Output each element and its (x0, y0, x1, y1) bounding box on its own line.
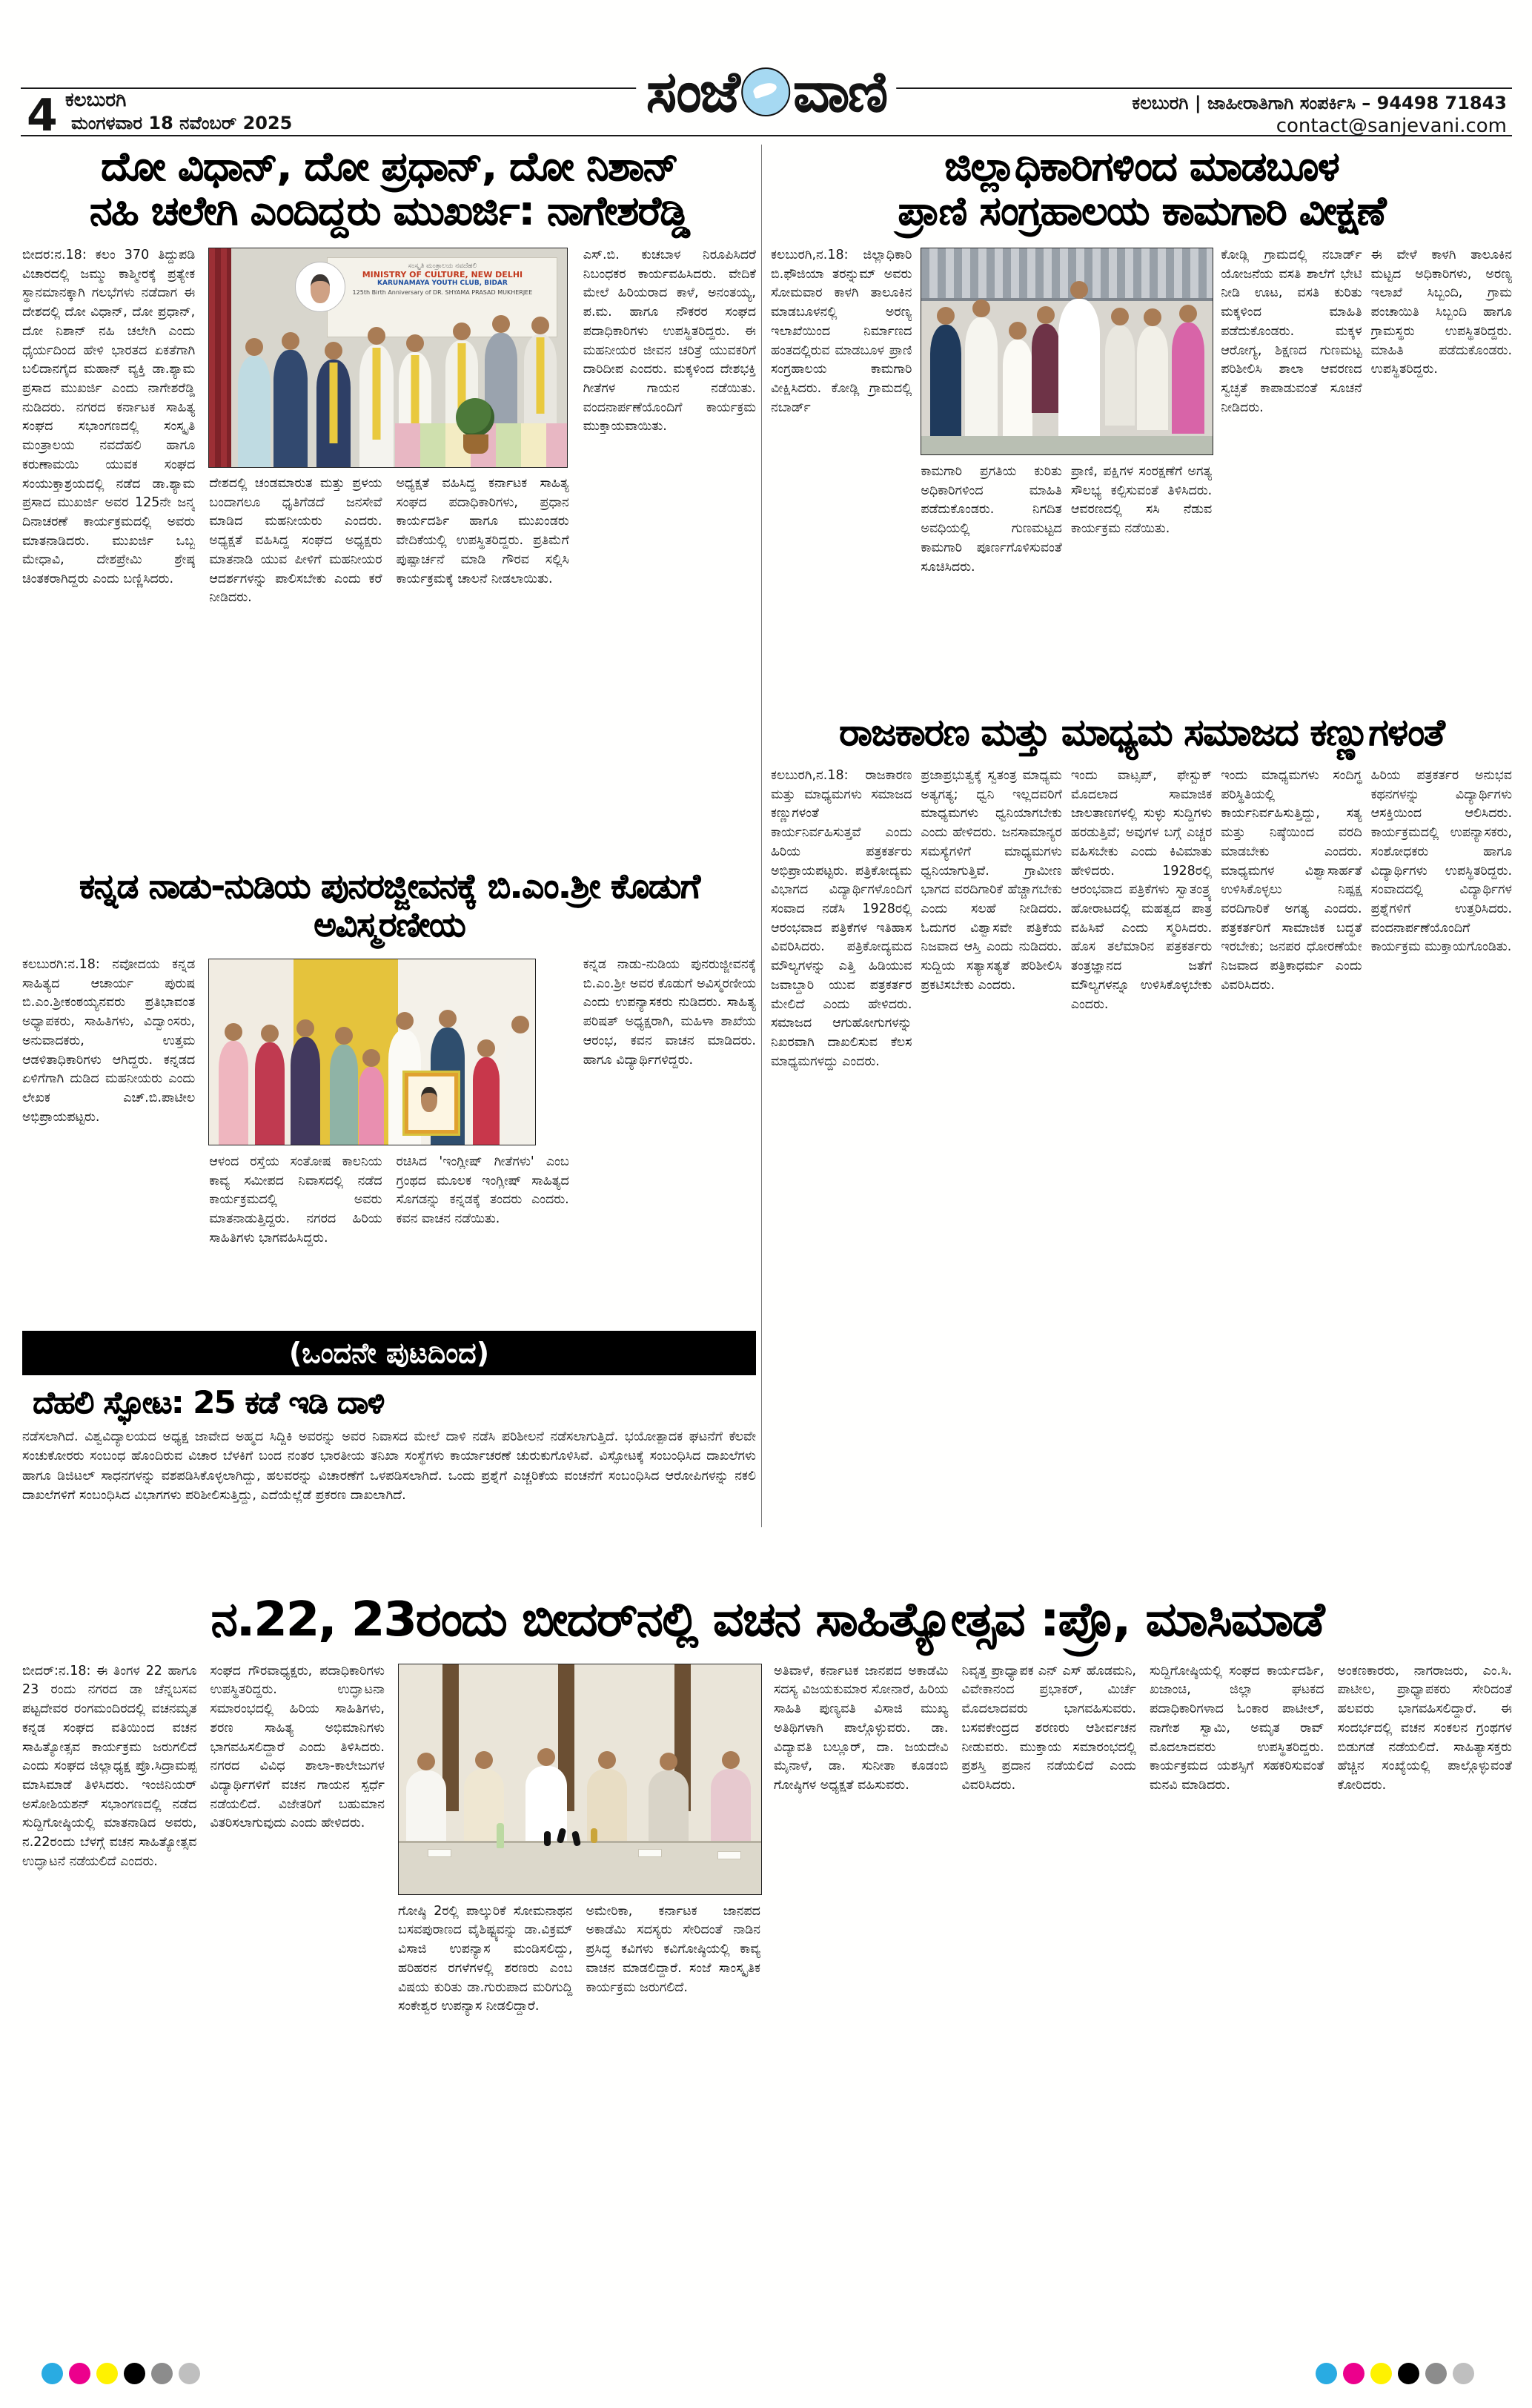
warehouse-roof (921, 248, 1213, 301)
cyan-dot (42, 2363, 63, 2384)
article-column: ಪ್ರಜಾಪ್ರಭುತ್ವಕ್ಕೆ ಸ್ವತಂತ್ರ ಮಾಧ್ಯಮ ಅತ್ಯಗತ್ಯ; ಧ್ವನಿ ಇಲ್ಲದವರಿಗೆ ಮಾಧ್ಯಮಗಳು ಧ್ವನಿಯಾಗಬೇಕು ಎಂದು ಹೇಳಿದರು. ಜನಸಾಮಾನ್ಯರ ಸಮಸ್ಯೆಗಳಿಗೆ ಮಾಧ್ಯಮಗಳು ಧ್ವನಿಯಾಗುತ್ತಿವೆ. ಗ್ರಾಮೀಣ ಭಾಗದ ವರದಿಗಾರಿಕೆ ಹೆಚ್ಚಾಗಬೇಕು ಎಂದು ಸಲಹೆ ನೀಡಿದರು. ಓದುಗರ ವಿಶ್ವಾಸವೇ ಪತ್ರಿಕೆಯ ನಿಜವಾದ ಆಸ್ತಿ ಎಂದು ನುಡಿದರು. ಸುದ್ದಿಯ ಸತ್ಯಾಸತ್ಯತೆ ಪರಿಶೀಲಿಸಿ ಪ್ರಕಟಿಸಬೇಕು ಎಂದರು. (921, 768, 1062, 993)
headline-line1: ಜಿಲ್ಲಾಧಿಕಾರಿಗಳಿಂದ ಮಾಡಬೂಳ (944, 143, 1339, 190)
seated-person (649, 1770, 689, 1843)
article-column: ಹಿರಿಯ ಪತ್ರಕರ್ತರ ಅನುಭವ ಕಥನಗಳನ್ನು ವಿದ್ಯಾರ್ಥಿಗಳು ಆಸಕ್ತಿಯಿಂದ ಆಲಿಸಿದರು. ಕಾರ್ಯಕ್ರಮದಲ್ಲಿ ಉಪನ್ಯಾಸಕರು, ಸಂಶೋಧಕರು ಹಾಗೂ ವಿದ್ಯಾರ್ಥಿಗಳು ಉಪಸ್ಥಿತರಿದ್ದರು. ಸಂವಾದದಲ್ಲಿ ವಿದ್ಯಾರ್ಥಿಗಳ ಪ್ರಶ್ನೆಗಳಿಗೆ ಉತ್ತರಿಸಿದರು. ವಂದನಾರ್ಪಣೆಯೊಂದಿಗೆ ಕಾರ್ಯಕ್ರಮ ಮುಕ್ತಾಯಗೊಂಡಿತು. (1370, 768, 1512, 955)
article-vachana (22, 1594, 1512, 2315)
article-column: ಅತಿವಾಳೆ, ಕರ್ನಾಟಕ ಜಾನಪದ ಅಕಾಡೆಮಿ ಸದಸ್ಯ ವಿಜಯಕುಮಾರ ಸೋನಾರೆ, ಹಿರಿಯ ಸಾಹಿತಿ ಪುಣ್ಯವತಿ ವಿಸಾಜಿ ಮುಖ್ಯ ಅತಿಥಿಗಳಾಗಿ ಪಾಲ್ಗೊಳ್ಳುವರು. ಡಾ. ವಿದ್ಯಾವತಿ ಬಲ್ಲೂರ್, ದಾ. ಜಯದೇವಿ ಮೈನಾಳೆ, ಡಾ. ಸುನೀತಾ ಕೂಡಂಬಿ ಗೋಷ್ಠಿಗಳ ಅಧ್ಯಕ್ಷತೆ ವಹಿಸುವರು. (774, 1663, 949, 1793)
masthead-logo (636, 59, 897, 125)
article-column: ಬೀದರ್:ನ.18: ಈ ತಿಂಗಳ 22 ಹಾಗೂ 23 ರಂದು ನಗರದ ಡಾ ಚೆನ್ನಬಸವ ಪಟ್ಟದೇವರ ರಂಗಮಂದಿರದಲ್ಲಿ ವಚನಮೃತ ಕನ್ನಡ ಸಂಘದ ವತಿಯಿಂದ ವಚನ ಸಾಹಿತ್ಯೋತ್ಸವ ಕಾರ್ಯಕ್ರಮ ಜರುಗಲಿದೆ ಎಂದು ಸಂಘದ ಜಿಲ್ಲಾಧ್ಯಕ್ಷ ಪ್ರೊ.ಸಿದ್ರಾಮಪ್ಪ ಮಾಸಿಮಾಡೆ ತಿಳಿಸಿದರು. ಇಂಜಿನಿಯರ್ ಅಸೋಶಿಯಶನ್ ಸಭಾಂಗಣದಲ್ಲಿ ನಡೆದ ಸುದ್ದಿಗೋಷ್ಠಿಯಲ್ಲಿ ಮಾತನಾಡಿದ ಅವರು, ನ.22ರಂದು ಬೆಳಗ್ಗೆ ವಚನ ಸಾಹಿತ್ಯೋತ್ಸವ ಉದ್ಘಾಟನೆ ನಡೆಯಲಿದೆ ಎಂದರು. (22, 1663, 197, 1869)
from-page-one-banner: (ಒಂದನೇ ಪುಟದಿಂದ) (22, 1331, 756, 1375)
article-column: ಅಂಕಣಕಾರರು, ನಾಗರಾಜರು, ಎಂ.ಸಿ. ಪಾಟೀಲ, ಪ್ರಾಧ್ಯಾಪಕರು ಸೇರಿದಂತೆ ಹಲವರು ಭಾಗವಹಿಸಲಿದ್ದಾರೆ. ಈ ಸಂದರ್ಭದಲ್ಲಿ ವಚನ ಸಂಕಲನ ಗ್ರಂಥಗಳ ಬಿಡುಗಡೆ ನಡೆಯಲಿದೆ. ಸಾಹಿತ್ಯಾಸಕ್ತರು ಹೆಚ್ಚಿನ ಸಂಖ್ಯೆಯಲ್ಲಿ ಪಾಲ್ಗೊಳ್ಳುವಂತೆ ಕೋರಿದರು. (1337, 1663, 1512, 1793)
headline-line1: ದೋ ವಿಧಾನ್, ದೋ ಪ್ರಧಾನ್, ದೋ ನಿಶಾನ್ (100, 143, 678, 190)
article-column: ಕೋಡ್ಲಿ ಗ್ರಾಮದಲ್ಲಿ ನಬಾರ್ಡ್ ಯೋಜನೆಯ ವಸತಿ ಶಾಲೆಗೆ ಭೇಟಿ ನೀಡಿ ಊಟ, ವಸತಿ ಕುರಿತು ಮಕ್ಕಳಿಂದ ಮಾಹಿತಿ ಪಡೆದುಕೊಂಡರು. ಮಕ್ಕಳ ಆರೋಗ್ಯ, ಶಿಕ್ಷಣದ ಗುಣಮಟ್ಟ ಪರಿಶೀಲಿಸಿ ಶಾಲಾ ಆವರಣದ ಸ್ವಚ್ಛತೆ ಕಾಪಾಡುವಂತೆ ಸೂಚನೆ ನೀಡಿದರು. (1221, 247, 1362, 415)
article-column: ಎಸ್.ಬಿ. ಕುಚಬಾಳ ನಿರೂಪಿಸಿದರೆ ನಿಬಂಧಕರ ಕಾರ್ಯವಹಿಸಿದರು. ವೇದಿಕೆ ಮೇಲೆ ಹಿರಿಯರಾದ ಕಾಳೆ, ಅನಂತಯ್ಯ, ಪ.ಮ. ಹಾಗೂ ನೌಕರರ ಸಂಘದ ಪದಾಧಿಕಾರಿಗಳು ಉಪಸ್ಥಿತರಿದ್ದರು. ಈ ಮಹನೀಯರ ಜೀವನ ಚರಿತ್ರೆ ಯುವಕರಿಗೆ ದಾರಿದೀಪ ಎಂದರು. ಮಕ್ಕಳಿಂದ ದೇಶಭಕ್ತಿ ಗೀತೆಗಳ ಗಾಯನ ನಡೆಯಿತು. ವಂದನಾರ್ಪಣೆಯೊಂದಿಗೆ ಕಾರ್ಯಕ್ರಮ ಮುಕ್ತಾಯವಾಯಿತು. (583, 247, 756, 434)
article-body (771, 246, 1512, 698)
conference-table (399, 1841, 761, 1893)
article-column: ಇಂದು ವಾಟ್ಸಪ್, ಫೇಸ್ಬುಕ್ ಮೊದಲಾದ ಸಾಮಾಜಿಕ ಜಾಲತಾಣಗಳಲ್ಲಿ ಸುಳ್ಳು ಸುದ್ದಿಗಳು ಹರಡುತ್ತಿವೆ; ಅವುಗಳ ಬಗ್ಗೆ ಎಚ್ಚರ ವಹಿಸಬೇಕು ಎಂದು ಕಿವಿಮಾತು ಹೇಳಿದರು. 1928ರಲ್ಲಿ ಆರಂಭವಾದ ಪತ್ರಿಕೆಗಳು ಸ್ವಾತಂತ್ರ್ಯ ಹೋರಾಟದಲ್ಲಿ ಮಹತ್ವದ ಪಾತ್ರ ವಹಿಸಿವೆ ಎಂದು ಸ್ಮರಿಸಿದರು. ಹೊಸ ತಲೆಮಾರಿನ ಪತ್ರಕರ್ತರು ತಂತ್ರಜ್ಞಾನದ ಜತೆಗೆ ಮೌಲ್ಯಗಳನ್ನೂ ಉಳಿಸಿಕೊಳ್ಳಬೇಕು ಎಂದರು. (1070, 768, 1213, 1012)
person-figure (930, 325, 961, 436)
person-figure-foreground (1058, 299, 1100, 436)
person-figure (1003, 340, 1032, 436)
headline: ರಾಜಕಾರಣ ಮತ್ತು ಮಾಧ್ಯಮ ಸಮಾಜದ ಕಣ್ಣುಗಳಂತೆ (839, 711, 1444, 754)
dove-logo-icon (741, 67, 790, 116)
curtain-backdrop (209, 248, 231, 467)
article-body (22, 956, 756, 1360)
press-conference-photo (398, 1664, 762, 1895)
headline-line2: ಪ್ರಾಣಿ ಸಂಗ್ರಹಾಲಯ ಕಾಮಗಾರಿ ವೀಕ್ಷಣೆ (898, 188, 1385, 235)
papers (638, 1849, 662, 1857)
lightgray-dot (1453, 2363, 1474, 2384)
event-photo-mukherjee (208, 248, 568, 468)
headline-line2: ನಹಿ ಚಲೇಗಿ ಎಂದಿದ್ದರು ಮುಖರ್ಜಿ: ನಾಗೇಶರೆಡ್ಡಿ (89, 188, 689, 235)
person-figure (1105, 325, 1135, 426)
article-column: ಕಾಮಗಾರಿ ಪ್ರಗತಿಯ ಕುರಿತು ಅಧಿಕಾರಿಗಳಿಂದ ಮಾಹಿತಿ ಪಡೆದುಕೊಂಡರು. ನಿಗದಿತ ಅವಧಿಯಲ್ಲಿ ಗುಣಮಟ್ಟದ ಕಾಮಗಾರಿ ಪೂರ್ಣಗೊಳಿಸುವಂತೆ ಸೂಚಿಸಿದರು. (921, 463, 1062, 575)
garlanded-portrait (405, 1073, 458, 1134)
advert-contact-line: ಕಲಬುರಗಿ | ಜಾಹೀರಾತಿಗಾಗಿ ಸಂಪರ್ಕಿಸಿ – 94498 71843 (1132, 93, 1507, 113)
person-figure (359, 345, 394, 467)
article-delhi-blast (22, 1385, 756, 1529)
yellow-dot (96, 2363, 118, 2384)
banner-text-club: KARUNAMAYA YOUTH CLUB, BIDAR (377, 279, 508, 287)
event-banner (327, 257, 557, 337)
person-figure-sari (1172, 322, 1204, 434)
article-column: ಪ್ರಾಣಿ, ಪಕ್ಷಿಗಳ ಸಂರಕ್ಷಣೆಗೆ ಅಗತ್ಯ ಸೌಲಭ್ಯ ಕಲ್ಪಿಸುವಂತೆ ತಿಳಿಸಿದರು. ಆವರಣದಲ್ಲಿ ಸಸಿ ನೆಡುವ ಕಾರ್ಯಕ್ರಮ ನಡೆಯಿತು. (1070, 463, 1213, 537)
article-mukherjee (22, 145, 756, 850)
microphone-icon (591, 1828, 597, 1843)
article-column: ಗೋಷ್ಠಿ 2ರಲ್ಲಿ ಪಾಲ್ಕುರಿಕೆ ಸೋಮನಾಥನ ಬಸವಪುರಾಣದ ವೈಶಿಷ್ಟ್ಯವನ್ನು ಡಾ.ವಿಕ್ರಮ್ ವಿಸಾಜಿ ಉಪನ್ಯಾಸ ಮಂಡಿಸಲಿದ್ದು, ಹರಿಹರನ ರಗಳೆಗಳಲ್ಲಿ ಶರಣರು ಎಂಬ ವಿಷಯ ಕುರಿತು ಡಾ.ಗುರುಪಾದ ಮರಿಗುದ್ದಿ ಸಂಕೇಶ್ವರ ಉಪನ್ಯಾಸ ನೀಡಲಿದ್ದಾರೆ. (398, 1903, 573, 2014)
masthead-text-left: ಸಂಜೆ (646, 59, 738, 125)
contact-block (1132, 92, 1507, 139)
magenta-dot (1343, 2363, 1364, 2384)
seated-person (711, 1769, 751, 1843)
article-column: ರಚಿಸಿದ 'ಇಂಗ್ಲೀಷ್ ಗೀತೆಗಳು' ಎಂಬ ಗ್ರಂಥದ ಮೂಲಕ ಇಂಗ್ಲೀಷ್ ಸಾಹಿತ್ಯದ ಸೊಗಡನ್ನು ಕನ್ನಡಕ್ಕೆ ತಂದರು ಎಂದರು. ಕವನ ವಾಚನ ನಡೆಯಿತು. (396, 1154, 569, 1227)
person-figure (965, 317, 998, 436)
print-registration-marks-left (42, 2363, 200, 2384)
edition-name: ಕಲಬುರಗಿ (65, 89, 127, 111)
magenta-dot (69, 2363, 90, 2384)
person-figure (1032, 324, 1060, 413)
masthead-text-right: ವಾಣಿ (792, 59, 886, 125)
column-divider (761, 145, 762, 1527)
article-column: ಈ ವೇಳೆ ಕಾಳಗಿ ತಾಲೂಕಿನ ಮಟ್ಟದ ಅಧಿಕಾರಿಗಳು, ಅರಣ್ಯ ಇಲಾಖೆ ಸಿಬ್ಬಂದಿ, ಗ್ರಾಮ ಪಂಚಾಯಿತಿ ಸಿಬ್ಬಂದಿ ಹಾಗೂ ಗ್ರಾಮಸ್ಥರು ಉಪಸ್ಥಿತರಿದ್ದರು. ಮಾಹಿತಿ ಪಡೆದುಕೊಂಡರು. ಉಪಸ್ಥಿತರಿದ್ದರು. (1370, 247, 1512, 377)
papers (717, 1851, 741, 1859)
banner-text-kannada: ಸಂಸ್ಕೃತಿ ಮಂತ್ರಾಲಯ ನವದೆಹಲಿ (408, 262, 477, 270)
page-number: 4 (27, 90, 58, 142)
article-column: ಇಂದು ಮಾಧ್ಯಮಗಳು ಸಂದಿಗ್ಧ ಪರಿಸ್ಥಿತಿಯಲ್ಲಿ ಕಾರ್ಯನಿರ್ವಹಿಸುತ್ತಿದ್ದು, ಸತ್ಯ ಮತ್ತು ನಿಷ್ಠೆಯಿಂದ ವರದಿ ಮಾಡಬೇಕು ಎಂದರು. ಮಾಧ್ಯಮಗಳ ವಿಶ್ವಾಸಾರ್ಹತೆ ಉಳಿಸಿಕೊಳ್ಳಲು ನಿಷ್ಪಕ್ಷ ವರದಿಗಾರಿಕೆ ಅಗತ್ಯ ಎಂದರು. ಪತ್ರಕರ್ತರಿಗೆ ಸಾಮಾಜಿಕ ಬದ್ಧತೆ ಇರಬೇಕು; ಜನಪರ ಧೋರಣೆಯೇ ನಿಜವಾದ ಪತ್ರಿಕಾಧರ್ಮ ಎಂದು ವಿವರಿಸಿದರು. (1221, 768, 1362, 993)
inspection-photo (921, 248, 1213, 455)
article-body: ನಡೆಸಲಾಗಿದೆ. ವಿಶ್ವವಿದ್ಯಾಲಯದ ಅಧ್ಯಕ್ಷ ಜಾವೇದ ಅಹ್ಮದ ಸಿದ್ದಿಕಿ ಅವರನ್ನು ಅವರ ನಿವಾಸದ ಮೇಲೆ ದಾಳಿ ನಡೆಸಿ ಪರಿಶೀಲನೆ ನಡೆಸಲಾಗುತ್ತಿದೆ. ಭಯೋತ್ಪಾದಕ ಘಟನೆಗೆ ಕೆಲವೇ ಸಂಚುಕೋರರು ಸಂಬಂಧ ಹೊಂದಿರುವ ವಿಚಾರ ಬೆಳಕಿಗೆ ಬಂದ ನಂತರ ಭಾರತೀಯ ತನಿಖಾ ಸಂಸ್ಥೆಗಳು ಕಾರ್ಯಾಚರಣೆ ಚುರುಕುಗೊಳಿಸಿವೆ. ವಿಸ್ಫೋಟಕ್ಕೆ ಸಂಬಂಧಿಸಿದ ದಾಖಲೆಗಳು ಹಾಗೂ ಡಿಜಿಟಲ್ ಸಾಧನಗಳನ್ನು ವಶಪಡಿಸಿಕೊಳ್ಳಲಾಗಿದ್ದು, ಹಲವರನ್ನು ವಿಚಾರಣೆಗೆ ಒಳಪಡಿಸಲಾಗಿದೆ. ಒಂದು ಪ್ರಶ್ನೆಗೆ ಎಚ್ಚರಿಕೆಯ ವಂಚನೆಗೆ ಸಂಬಂಧಿಸಿದ ಆರೋಪಿಗಳನ್ನು ನಕಲಿ ದಾಖಲೆಗಳಿಗೆ ಸಂಬಂಧಿಸಿದ ವಿಭಾಗಗಳು ಪರಿಶೀಲಿಸುತ್ತಿದ್ದು, ಎದೆಯೆಲ್ಲೆಡೆ ಪ್ರಕರಣ ದಾಖಲಾಗಿದೆ. (22, 1429, 756, 1503)
person-figure (255, 1042, 285, 1145)
child-figure (473, 1057, 500, 1145)
article-column: ಅಧ್ಯಕ್ಷತೆ ವಹಿಸಿದ್ದ ಕರ್ನಾಟಕ ಸಾಹಿತ್ಯ ಸಂಘದ ಪದಾಧಿಕಾರಿಗಳು, ಪ್ರಧಾನ ಕಾರ್ಯದರ್ಶಿ ಹಾಗೂ ಮುಖಂಡರು ವೇದಿಕೆಯಲ್ಲಿ ಉಪಸ್ಥಿತರಿದ್ದರು. ಪ್ರತಿಮೆಗೆ ಪುಷ್ಪಾರ್ಚನೆ ಮಾಡಿ ಗೌರವ ಸಲ್ಲಿಸಿ ಕಾರ್ಯಕ್ರಮಕ್ಕೆ ಚಾಲನೆ ನೀಡಲಾಯಿತು. (396, 475, 569, 586)
person-figure (219, 1041, 248, 1145)
seated-person (406, 1770, 446, 1843)
person-figure (316, 360, 351, 467)
article-bmsri (22, 867, 756, 1360)
flower-pot (463, 434, 488, 454)
article-zoo (771, 145, 1512, 698)
date-line: ಮಂಗಳವಾರ 18 ನವೆಂಬರ್ 2025 (71, 113, 293, 133)
article-body (22, 246, 756, 850)
lightgray-dot (179, 2363, 200, 2384)
article-body (22, 1662, 1512, 2315)
flower-plant (456, 398, 494, 437)
article-column: ಕಲಬುರಗಿ:ನ.18: ನವೋದಯ ಕನ್ನಡ ಸಾಹಿತ್ಯದ ಆಚಾರ್ಯ ಪುರುಷ ಬಿ.ಎಂ.ಶ್ರೀಕಂಠಯ್ಯನವರು ಪ್ರತಿಭಾವಂತ ಅಧ್ಯಾಪಕರು, ಸಾಹಿತಿಗಳು, ವಿದ್ವಾಂಸರು, ಅನುವಾದಕರು, ಉತ್ತಮ ಆಡಳಿತಾಧಿಕಾರಿಗಳು ಆಗಿದ್ದರು. ಕನ್ನಡದ ಏಳಿಗೆಗಾಗಿ ದುಡಿದ ಮಹನೀಯರು ಎಂದು ಲೇಖಕ ಎಚ್.ಬಿ.ಪಾಟೀಲ ಅಭಿಪ್ರಾಯಪಟ್ಟರು. (22, 957, 196, 1125)
contact-email[interactable]: contact@sanjevani.com (1276, 115, 1507, 137)
banner-text-anniversary: 125th Birth Anniversary of DR. SHYAMA PRASAD MUKHERJEE (352, 288, 533, 296)
article-column: ಸಂಘದ ಗೌರವಾಧ್ಯಕ್ಷರು, ಪದಾಧಿಕಾರಿಗಳು ಉಪಸ್ಥಿತರಿದ್ದರು. ಉದ್ಘಾಟನಾ ಸಮಾರಂಭದಲ್ಲಿ ಹಿರಿಯ ಸಾಹಿತಿಗಳು, ಶರಣ ಸಾಹಿತ್ಯ ಅಭಿಮಾನಿಗಳು ಭಾಗವಹಿಸಲಿದ್ದಾರೆ ಎಂದು ತಿಳಿಸಿದರು. ನಗರದ ವಿವಿಧ ಶಾಲಾ-ಕಾಲೇಜುಗಳ ವಿದ್ಯಾರ್ಥಿಗಳಿಗೆ ವಚನ ಗಾಯನ ಸ್ಪರ್ಧೆ ನಡೆಯಲಿದೆ. ವಿಜೇತರಿಗೆ ಬಹುಮಾನ ವಿತರಿಸಲಾಗುವುದು ಎಂದು ಹೇಳಿದರು. (210, 1663, 385, 1831)
person-figure (524, 334, 557, 437)
article-column: ನಿವೃತ್ತ ಪ್ರಾಧ್ಯಾಪಕ ಎನ್ ಎಸ್ ಹೊಡಮನಿ, ವಿವೇಕಾನಂದ ಪ್ರಭಾಕರ್, ಮಿರ್ಚೆ ಮೊದಲಾದವರು ಭಾಗವಹಿಸುವರು. ಬಸವಕೇಂದ್ರದ ಶರಣರು ಆಶೀರ್ವಚನ ನೀಡುವರು. ಮುಕ್ತಾಯ ಸಮಾರಂಭದಲ್ಲಿ ಪ್ರಶಸ್ತಿ ಪ್ರದಾನ ನಡೆಯಲಿದೆ ಎಂದು ವಿವರಿಸಿದರು. (961, 1663, 1136, 1793)
article-media (771, 712, 1512, 1519)
headline: ದೆಹಲಿ ಸ್ಫೋಟ: 25 ಕಡೆ ಇಡಿ ದಾಳಿ (33, 1384, 384, 1420)
person-figure (330, 1045, 358, 1145)
yellow-dot (1370, 2363, 1392, 2384)
person-figure (1137, 326, 1168, 430)
black-dot (1398, 2363, 1419, 2384)
article-column: ಕಲಬುರಗಿ,ನ.18: ರಾಜಕಾರಣ ಮತ್ತು ಮಾಧ್ಯಮಗಳು ಸಮಾಜದ ಕಣ್ಣುಗಳಂತೆ ಕಾರ್ಯನಿರ್ವಹಿಸುತ್ತವೆ ಎಂದು ಹಿರಿಯ ಪತ್ರಕರ್ತರು ಅಭಿಪ್ರಾಯಪಟ್ಟರು. ಪತ್ರಿಕೋದ್ಯಮ ವಿಭಾಗದ ವಿದ್ಯಾರ್ಥಿಗಳೊಂದಿಗೆ ಸಂವಾದ ನಡೆಸಿ 1928ರಲ್ಲಿ ಆರಂಭವಾದ ಪತ್ರಿಕೆಗಳ ಇತಿಹಾಸ ವಿವರಿಸಿದರು. ಪತ್ರಿಕೋದ್ಯಮದ ಮೌಲ್ಯಗಳನ್ನು ಎತ್ತಿ ಹಿಡಿಯುವ ಜವಾಬ್ದಾರಿ ಯುವ ಪತ್ರಕರ್ತರ ಮೇಲಿದೆ ಎಂದು ಹೇಳಿದರು. ಸಮಾಜದ ಆಗುಹೋಗುಗಳನ್ನು ನಿಖರವಾಗಿ ದಾಖಲಿಸುವ ಕೆಲಸ ಮಾಧ್ಯಮಗಳದ್ದು ಎಂದರು. (771, 768, 912, 1069)
article-column: ಕಲಬುರಗಿ,ನ.18: ಜಿಲ್ಲಾಧಿಕಾರಿ ಬಿ.ಫೌಜಿಯಾ ತರನ್ನುಮ್ ಅವರು ಸೋಮವಾರ ಕಾಳಗಿ ತಾಲೂಕಿನ ಮಾಡಬೂಳನಲ್ಲಿ ಅರಣ್ಯ ಇಲಾಖೆಯಿಂದ ನಿರ್ಮಾಣದ ಹಂತದಲ್ಲಿರುವ ಮಾಡಬೂಳ ಪ್ರಾಣಿ ಸಂಗ್ರಹಾಲಯ ಕಾಮಗಾರಿ ವೀಕ್ಷಿಸಿದರು. ಕೋಡ್ಲಿ ಗ್ರಾಮದಲ್ಲಿ ನಬಾರ್ಡ್ (771, 247, 912, 415)
article-column: ಬೀದರ:ನ.18: ಕಲಂ 370 ತಿದ್ದುಪಡಿ ವಿಚಾರದಲ್ಲಿ ಜಮ್ಮು ಕಾಶ್ಮೀರಕ್ಕೆ ಪ್ರತ್ಯೇಕ ಸ್ಥಾನಮಾನಕ್ಕಾಗಿ ಗಲಭೆಗಳು ನಡೆದಾಗ ಈ ದೇಶದಲ್ಲಿ ದೋ ವಿಧಾನ್, ದೋ ಪ್ರಧಾನ್, ದೋ ನಿಶಾನ್ ನಹಿ ಚಲೇಗಿ ಎಂದು ಧೈರ್ಯದಿಂದ ಹೇಳಿ ಭಾರತದ ಏಕತೆಗಾಗಿ ಬಲಿದಾನಗೈದ ಮಹಾನ್ ವ್ಯಕ್ತಿ ಡಾ.ಶ್ಯಾಮ ಪ್ರಸಾದ ಮುಖರ್ಜಿ ಎಂದು ನಾಗೇಶರೆಡ್ಡಿ ನುಡಿದರು. ನಗರದ ಕರ್ನಾಟಕ ಸಾಹಿತ್ಯ ಸಂಘದ ಸಭಾಂಗಣದಲ್ಲಿ ಸಂಸ್ಕೃತಿ ಮಂತ್ರಾಲಯ ನವದೆಹಲಿ ಹಾಗೂ ಕರುಣಾಮಯಿ ಯುವಕ ಸಂಘದ ಸಂಯುಕ್ತಾಶ್ರಯದಲ್ಲಿ ನಡೆದ ಡಾ.ಶ್ಯಾಮ ಪ್ರಸಾದ ಮುಖರ್ಜಿ ಅವರ 125ನೇ ಜನ್ಮ ದಿನಾಚರಣೆ ಕಾರ್ಯಕ್ರಮದಲ್ಲಿ ಅವರು ಮಾತನಾಡಿದರು. ಮುಖರ್ಜಿ ಒಬ್ಬ ಮೇಧಾವಿ, ದೇಶಪ್ರೇಮಿ ಶ್ರೇಷ್ಠ ಚಿಂತಕರಾಗಿದ್ದರು ಎಂದು ಬಣ್ಣಿಸಿದರು. (22, 247, 196, 587)
cyan-dot (1316, 2363, 1337, 2384)
person-figure (291, 1037, 320, 1145)
mukherjee-portrait (295, 262, 345, 312)
person-figure (505, 1033, 535, 1145)
headline (771, 145, 1512, 234)
floor (921, 436, 1213, 454)
water-bottle (497, 1823, 504, 1848)
article-column: ದೇಶದಲ್ಲಿ ಚಂಡಮಾರುತ ಮತ್ತು ಪ್ರಳಯ ಬಂದಾಗಲೂ ಧೃತಿಗೆಡದೆ ಜನಸೇವೆ ಮಾಡಿದ ಮಹನೀಯರು ಎಂದರು. ಅಧ್ಯಕ್ಷತೆ ವಹಿಸಿದ್ದ ಸಂಘದ ಅಧ್ಯಕ್ಷರು ಮಾತನಾಡಿ ಯುವ ಪೀಳಿಗೆ ಮಹನೀಯರ ಆದರ್ಶಗಳನ್ನು ಪಾಲಿಸಬೇಕು ಎಂದು ಕರೆ ನೀಡಿದರು. (209, 475, 382, 606)
person-figure (238, 356, 271, 467)
headline: ಕನ್ನಡ ನಾಡು-ನುಡಿಯ ಪುನರಜ್ಜೀವನಕ್ಕೆ ಬಿ.ಎಂ.ಶ್ರೀ ಕೊಡುಗೆ ಅವಿಸ್ಮರಣೀಯ (79, 866, 700, 945)
headline (22, 145, 756, 234)
article-column: ಅಮೇರಿಕಾ, ಕರ್ನಾಟಕ ಜಾನಪದ ಅಕಾಡೆಮಿ ಸದಸ್ಯರು ಸೇರಿದಂತೆ ನಾಡಿನ ಪ್ರಸಿದ್ಧ ಕವಿಗಳು ಕವಿಗೋಷ್ಠಿಯಲ್ಲಿ ಕಾವ್ಯ ವಾಚನ ಮಾಡಲಿದ್ದಾರೆ. ಸಂಜೆ ಸಾಂಸ್ಕೃತಿಕ ಕಾರ್ಯಕ್ರಮ ಜರುಗಲಿದೆ. (586, 1903, 760, 1995)
gray-dot (151, 2363, 173, 2384)
microphone-icon (544, 1831, 551, 1846)
article-column: ಆಳಂದ ರಸ್ತೆಯ ಸಂತೋಷ ಕಾಲನಿಯ ಕಾವ್ಯ ಸಮೀಪದ ನಿವಾಸದಲ್ಲಿ ನಡೆದ ಕಾರ್ಯಕ್ರಮದಲ್ಲಿ ಅವರು ಮಾತನಾಡುತ್ತಿದ್ದರು. ನಗರದ ಹಿರಿಯ ಸಾಹಿತಿಗಳು ಭಾಗವಹಿಸಿದ್ದರು. (209, 1154, 382, 1246)
print-registration-marks-right (1316, 2363, 1474, 2384)
gray-dot (1425, 2363, 1447, 2384)
person-figure (273, 350, 308, 467)
black-dot (124, 2363, 145, 2384)
article-column: ಕನ್ನಡ ನಾಡು-ನುಡಿಯ ಪುನರುಜ್ಜೀವನಕ್ಕೆ ಬಿ.ಎಂ.ಶ್ರೀ ಅವರ ಕೊಡುಗೆ ಅವಿಸ್ಮರಣೀಯ ಎಂದು ಉಪನ್ಯಾಸಕರು ನುಡಿದರು. ಸಾಹಿತ್ಯ ಪರಿಷತ್ ಅಧ್ಯಕ್ಷರಾಗಿ, ಮಹಿಳಾ ಶಾಖೆಯ ಆರಂಭ, ಕವನ ವಾಚನ ಮಾಡಿದರು. ಹಾಗೂ ವಿದ್ಯಾರ್ಥಿಗಳಿದ್ದರು. (583, 957, 756, 1068)
memorial-photo (208, 959, 536, 1145)
child-figure (359, 1067, 384, 1145)
article-column: ಸುದ್ದಿಗೋಷ್ಠಿಯಲ್ಲಿ ಸಂಘದ ಕಾರ್ಯದರ್ಶಿ, ಖಜಾಂಚಿ, ಜಿಲ್ಲಾ ಘಟಕದ ಪದಾಧಿಕಾರಿಗಳಾದ ಓಂಕಾರ ಪಾಟೀಲ್, ನಾಗೇಶ ಸ್ವಾಮಿ, ಅಮೃತ ರಾವ್ ಮೊದಲಾದವರು ಉಪಸ್ಥಿತರಿದ್ದರು. ಕಾರ್ಯಕ್ರಮದ ಯಶಸ್ಸಿಗೆ ಸಹಕರಿಸುವಂತೆ ಮನವಿ ಮಾಡಿದರು. (1150, 1663, 1324, 1793)
article-body (771, 767, 1512, 1519)
headline: ನ.22, 23ರಂದು ಬೀದರ್‌ನಲ್ಲಿ ವಚನ ಸಾಹಿತ್ಯೋತ್ಸವ :ಪ್ರೊ, ಮಾಸಿಮಾಡೆ (210, 1592, 1324, 1647)
papers (428, 1849, 451, 1857)
banner-text-ministry: MINISTRY OF CULTURE, NEW DELHI (362, 269, 523, 280)
